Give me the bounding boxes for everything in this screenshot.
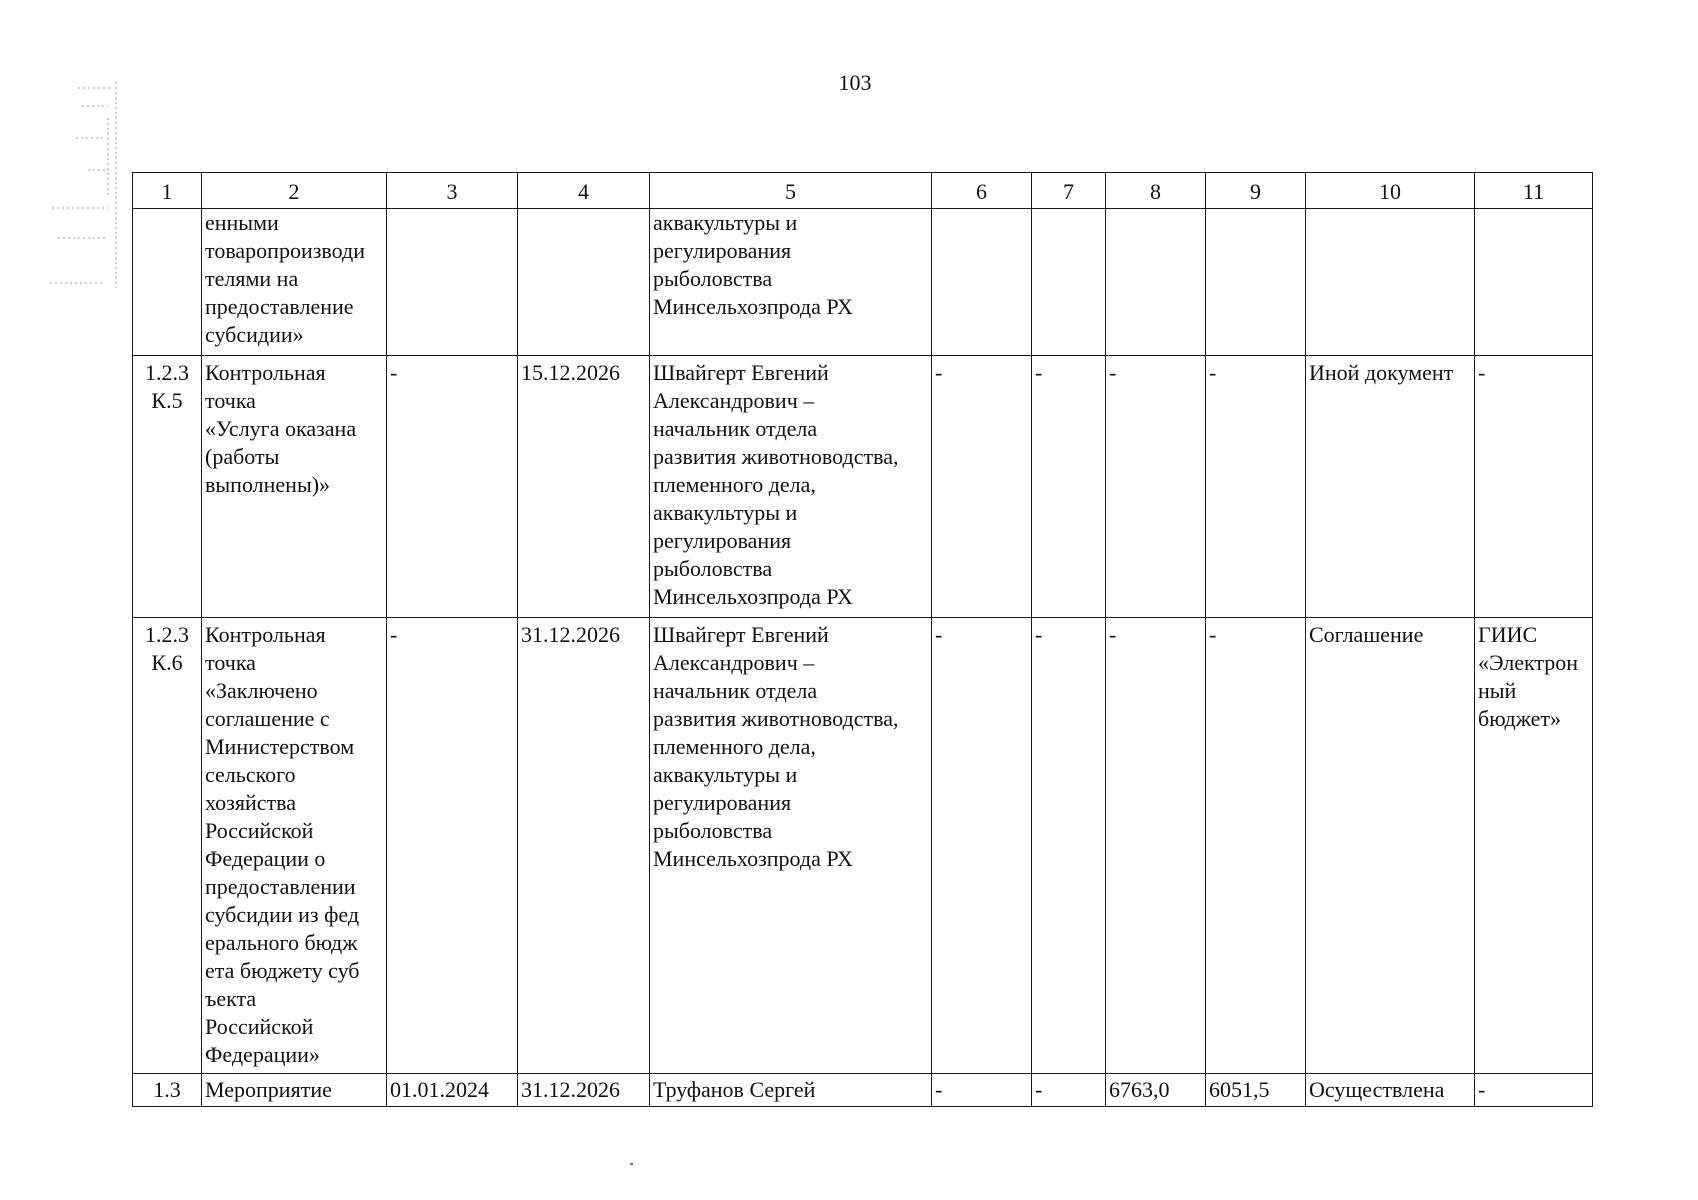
cell-responsible: Швайгерт Евгений Александрович – начальник отдела развития животноводства, племенного дела, аквакультуры и регулирования рыболовства Минсельхозпрода РХ bbox=[650, 356, 932, 618]
cell-start-date: - bbox=[387, 356, 518, 618]
cell-responsible: Швайгерт Евгений Александрович – начальник отдела развития животноводства, племенного дела, аквакультуры и регулирования рыболовства Минсельхозпрода РХ bbox=[650, 618, 932, 1074]
column-header: 4 bbox=[518, 173, 650, 209]
cell-start-date bbox=[387, 209, 518, 356]
table-row bbox=[133, 618, 1593, 1074]
cell-col6: - bbox=[932, 618, 1032, 1074]
scan-speck bbox=[630, 1163, 633, 1165]
cell-end-date bbox=[518, 209, 650, 356]
column-header: 5 bbox=[650, 173, 932, 209]
cell-system bbox=[1475, 209, 1593, 356]
cell-number: 1.3 bbox=[133, 1074, 202, 1107]
cell-number: 1.2.3 К.5 bbox=[133, 356, 202, 618]
cell-end-date: 15.12.2026 bbox=[518, 356, 650, 618]
column-header: 7 bbox=[1032, 173, 1106, 209]
cell-number bbox=[133, 209, 202, 356]
cell-responsible: аквакультуры и регулирования рыболовства Минсельхозпрода РХ bbox=[650, 209, 932, 356]
cell-name: Контрольная точка «Услуга оказана (работы выполнены)» bbox=[202, 356, 387, 618]
cell-col6: - bbox=[932, 356, 1032, 618]
cell-document: Осуществлена bbox=[1306, 1074, 1475, 1107]
cell-col7: - bbox=[1032, 618, 1106, 1074]
cell-document: Иной документ bbox=[1306, 356, 1475, 618]
table-header-row bbox=[133, 173, 1593, 209]
cell-col8 bbox=[1106, 209, 1206, 356]
table-row bbox=[133, 209, 1593, 356]
page-number: 103 bbox=[838, 70, 872, 95]
column-header: 2 bbox=[202, 173, 387, 209]
cell-col9: - bbox=[1206, 618, 1306, 1074]
table-row bbox=[133, 356, 1593, 618]
cell-col9 bbox=[1206, 209, 1306, 356]
cell-col8: - bbox=[1106, 356, 1206, 618]
column-header: 9 bbox=[1206, 173, 1306, 209]
cell-col9: - bbox=[1206, 356, 1306, 618]
cell-col8: 6763,0 bbox=[1106, 1074, 1206, 1107]
cell-col6: - bbox=[932, 1074, 1032, 1107]
column-header: 3 bbox=[387, 173, 518, 209]
cell-responsible: Труфанов Сергей bbox=[650, 1074, 932, 1107]
cell-system: ГИИС «Электрон ный бюджет» bbox=[1475, 618, 1593, 1074]
cell-document: Соглашение bbox=[1306, 618, 1475, 1074]
data-table bbox=[132, 172, 1593, 1107]
cell-col7 bbox=[1032, 209, 1106, 356]
column-header: 8 bbox=[1106, 173, 1206, 209]
cell-end-date: 31.12.2026 bbox=[518, 618, 650, 1074]
cell-document bbox=[1306, 209, 1475, 356]
column-header: 11 bbox=[1475, 173, 1593, 209]
cell-number: 1.2.3 К.6 bbox=[133, 618, 202, 1074]
cell-name: енными товаропроизводи телями на предоставление субсидии» bbox=[202, 209, 387, 356]
table-row bbox=[133, 1074, 1593, 1107]
cell-col9: 6051,5 bbox=[1206, 1074, 1306, 1107]
cell-col8: - bbox=[1106, 618, 1206, 1074]
column-header: 1 bbox=[133, 173, 202, 209]
cell-name: Контрольная точка «Заключено соглашение с Министерством сельского хозяйства Российской Федерации о предоставлении субсидии из фед ерального бюдж ета бюджету суб ъекта Российской Федерации» bbox=[202, 618, 387, 1074]
cell-system: - bbox=[1475, 356, 1593, 618]
cell-system: - bbox=[1475, 1074, 1593, 1107]
column-header: 6 bbox=[932, 173, 1032, 209]
cell-start-date: 01.01.2024 bbox=[387, 1074, 518, 1107]
cell-col6 bbox=[932, 209, 1032, 356]
scan-artifact-marks bbox=[48, 78, 120, 293]
cell-col7: - bbox=[1032, 1074, 1106, 1107]
column-header: 10 bbox=[1306, 173, 1475, 209]
cell-name: Мероприятие bbox=[202, 1074, 387, 1107]
cell-end-date: 31.12.2026 bbox=[518, 1074, 650, 1107]
cell-col7: - bbox=[1032, 356, 1106, 618]
cell-start-date: - bbox=[387, 618, 518, 1074]
